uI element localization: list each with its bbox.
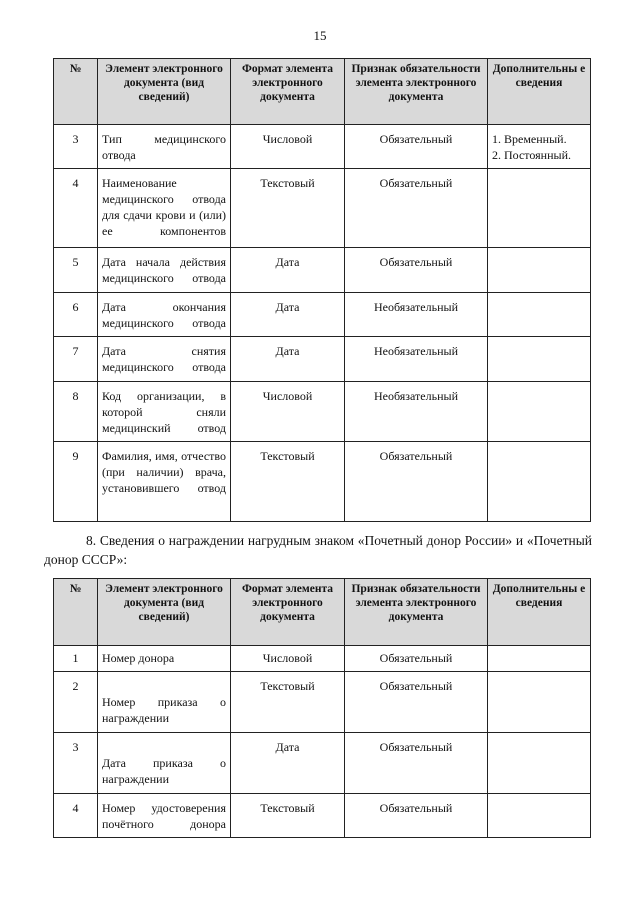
header-element: Элемент электронного документа (вид сведений) [98, 59, 231, 125]
header-required: Признак обязательности элемента электронного документа [345, 59, 488, 125]
row-element: Номер приказа о награждении [98, 672, 231, 733]
row-num: 3 [54, 733, 98, 794]
table-row [54, 125, 591, 169]
row-num: 4 [54, 794, 98, 838]
extra-item: 2. Постоянный. [492, 148, 571, 162]
header-extra: Дополнительны е сведения [488, 59, 591, 125]
row-required: Необязательный [345, 382, 488, 442]
row-required: Обязательный [345, 733, 488, 794]
row-format: Текстовый [231, 169, 345, 248]
header-num: № [54, 579, 98, 646]
row-element: Фамилия, имя, отчество (при наличии) врача, установившего отвод [98, 442, 231, 522]
row-required: Обязательный [345, 672, 488, 733]
header-required: Признак обязательности элемента электронного документа [345, 579, 488, 646]
row-format: Дата [231, 337, 345, 382]
row-extra [488, 382, 591, 442]
row-element: Дата окончания медицинского отвода [98, 293, 231, 337]
row-required: Необязательный [345, 337, 488, 382]
table-honorary-donor [53, 578, 591, 838]
row-format: Числовой [231, 646, 345, 672]
row-format: Числовой [231, 382, 345, 442]
row-element: Дата снятия медицинского отвода [98, 337, 231, 382]
row-required: Обязательный [345, 646, 488, 672]
row-element: Код организации, в которой сняли медицинский отвод [98, 382, 231, 442]
table-row [54, 248, 591, 293]
row-extra [488, 672, 591, 733]
table-header-row [54, 579, 591, 646]
row-format: Текстовый [231, 442, 345, 522]
row-extra [488, 646, 591, 672]
row-num: 3 [54, 125, 98, 169]
table-row [54, 337, 591, 382]
header-element: Элемент электронного документа (вид сведений) [98, 579, 231, 646]
row-extra [488, 125, 591, 169]
table-row [54, 646, 591, 672]
row-extra [488, 169, 591, 248]
table-row [54, 733, 591, 794]
row-required: Обязательный [345, 794, 488, 838]
row-format: Дата [231, 248, 345, 293]
header-format: Формат элемента электронного документа [231, 579, 345, 646]
row-num: 7 [54, 337, 98, 382]
row-required: Необязательный [345, 293, 488, 337]
table-row [54, 672, 591, 733]
header-extra: Дополнительны е сведения [488, 579, 591, 646]
row-extra [488, 442, 591, 522]
row-format: Текстовый [231, 672, 345, 733]
row-required: Обязательный [345, 248, 488, 293]
row-extra [488, 733, 591, 794]
table-header-row [54, 59, 591, 125]
row-extra [488, 794, 591, 838]
row-num: 8 [54, 382, 98, 442]
extra-item: 1. Временный. [492, 132, 567, 146]
row-required: Обязательный [345, 169, 488, 248]
table-row [54, 169, 591, 248]
row-element: Номер удостоверения почётного донора [98, 794, 231, 838]
row-format: Числовой [231, 125, 345, 169]
row-extra [488, 248, 591, 293]
row-extra [488, 337, 591, 382]
row-format: Дата [231, 293, 345, 337]
row-num: 5 [54, 248, 98, 293]
row-format: Дата [231, 733, 345, 794]
page-number: 15 [313, 28, 327, 43]
header-format: Формат элемента электронного документа [231, 59, 345, 125]
row-num: 4 [54, 169, 98, 248]
section-8-title [44, 531, 592, 569]
table-row [54, 442, 591, 522]
row-element: Тип медицинского отвода [98, 125, 231, 169]
row-element: Дата приказа о награждении [98, 733, 231, 794]
row-required: Обязательный [345, 442, 488, 522]
header-num: № [54, 59, 98, 125]
row-num: 9 [54, 442, 98, 522]
table-row [54, 293, 591, 337]
row-element: Номер донора [98, 646, 231, 672]
row-num: 1 [54, 646, 98, 672]
row-num: 6 [54, 293, 98, 337]
table-row [54, 794, 591, 838]
table-row [54, 382, 591, 442]
row-extra [488, 293, 591, 337]
table-medical-exemption [53, 58, 591, 522]
row-num: 2 [54, 672, 98, 733]
row-element: Наименование медицинского отвода для сдачи крови и (или) ее компонентов [98, 169, 231, 248]
row-element: Дата начала действия медицинского отвода [98, 248, 231, 293]
row-format: Текстовый [231, 794, 345, 838]
section-8-title-text: 8. Сведения о награждении нагрудным знаком «Почетный донор России» и «Почетный донор СССР»: [44, 533, 592, 567]
row-required: Обязательный [345, 125, 488, 169]
